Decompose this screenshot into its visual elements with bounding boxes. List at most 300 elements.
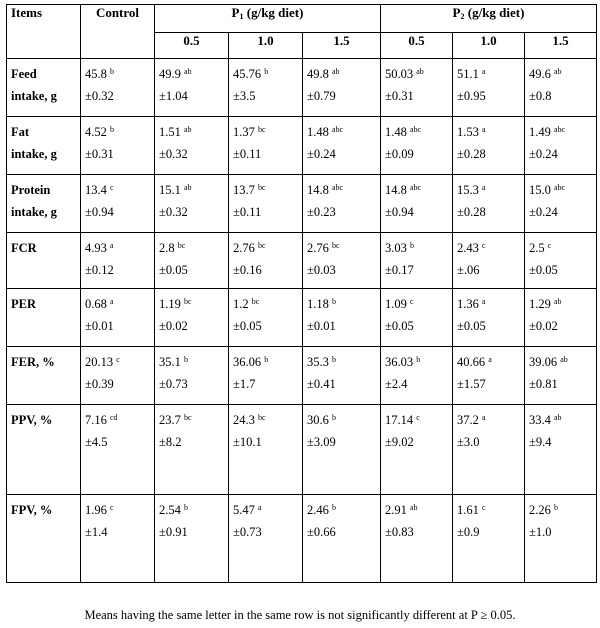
row-label-line2: intake, g — [11, 89, 57, 103]
value-cell — [229, 233, 303, 289]
cell-significance: b — [332, 355, 336, 364]
cell-significance: bc — [251, 297, 260, 306]
cell-mean: 2.5 — [529, 241, 545, 255]
cell-significance: ab — [560, 355, 568, 364]
results-table — [6, 4, 597, 583]
cell-significance: b — [332, 503, 336, 512]
cell-sd: ±1.7 — [233, 377, 256, 391]
cell-mean-line — [85, 289, 150, 319]
cell-mean: 20.13 — [85, 355, 114, 369]
value-cell — [525, 59, 597, 117]
cell-significance: bc — [332, 241, 340, 250]
value-cell — [525, 405, 597, 495]
cell-mean-line — [307, 289, 376, 319]
value-cell — [453, 175, 525, 233]
cell-mean-line — [529, 117, 592, 147]
value-cell — [303, 347, 381, 405]
header-control: Control — [81, 5, 155, 59]
cell-mean: 23.7 — [159, 413, 181, 427]
cell-mean: 4.93 — [85, 241, 107, 255]
table-row — [7, 59, 597, 117]
cell-mean-line — [385, 233, 448, 263]
row-label — [7, 495, 81, 583]
cell-mean-line — [85, 175, 150, 205]
header-p1 — [155, 5, 381, 33]
cell-sd: ±1.04 — [159, 89, 188, 103]
cell-mean-line — [85, 233, 150, 263]
cell-significance: bc — [258, 241, 266, 250]
cell-sd: ±0.8 — [529, 89, 552, 103]
cell-mean-line — [307, 495, 376, 525]
cell-mean: 14.8 — [385, 183, 407, 197]
cell-mean-line — [307, 405, 376, 435]
cell-sd: ±0.94 — [85, 205, 114, 219]
cell-mean: 14.8 — [307, 183, 329, 197]
cell-mean: 17.14 — [385, 413, 414, 427]
cell-mean-line — [159, 347, 224, 377]
cell-mean: 45.8 — [85, 67, 107, 81]
cell-significance: b — [416, 355, 421, 364]
cell-significance: ab — [184, 183, 192, 192]
cell-significance: bc — [184, 297, 192, 306]
value-cell — [381, 117, 453, 175]
cell-significance: a — [488, 355, 492, 364]
value-cell — [155, 233, 229, 289]
cell-significance: ab — [332, 67, 340, 76]
table-row — [7, 347, 597, 405]
cell-significance: b — [332, 413, 336, 422]
cell-mean-line — [457, 347, 520, 377]
cell-sd: ±10.1 — [233, 435, 262, 449]
cell-sd: ±0.02 — [159, 319, 188, 333]
cell-mean-line — [457, 289, 520, 319]
cell-sd: ±0.09 — [385, 147, 414, 161]
cell-sd: ±0.31 — [85, 147, 114, 161]
cell-mean-line — [385, 59, 448, 89]
cell-mean-line — [529, 347, 592, 377]
value-cell — [155, 347, 229, 405]
cell-mean: 1.61 — [457, 503, 479, 517]
cell-mean: 49.9 — [159, 67, 181, 81]
cell-sd: ±1.57 — [457, 377, 486, 391]
value-cell — [229, 495, 303, 583]
value-cell — [525, 347, 597, 405]
cell-mean-line — [307, 117, 376, 147]
value-cell — [525, 175, 597, 233]
cell-mean: 35.1 — [159, 355, 181, 369]
cell-mean-line — [85, 347, 150, 377]
row-label-line1: PPV, % — [11, 413, 53, 427]
value-cell — [81, 347, 155, 405]
table-row — [7, 175, 597, 233]
cell-significance: b — [110, 67, 114, 76]
cell-sd: ±0.79 — [307, 89, 336, 103]
cell-significance: ab — [554, 413, 562, 422]
cell-mean-line — [233, 59, 298, 89]
cell-significance: a — [482, 297, 486, 306]
cell-mean: 2.91 — [385, 503, 407, 517]
value-cell — [381, 495, 453, 583]
value-cell — [381, 175, 453, 233]
cell-sd: ±0.73 — [233, 525, 262, 539]
cell-mean-line — [233, 495, 298, 525]
cell-sd: ±0.32 — [159, 205, 188, 219]
cell-sd: ±0.11 — [233, 205, 262, 219]
cell-mean-line — [457, 117, 520, 147]
cell-sd: ±3.0 — [457, 435, 480, 449]
value-cell — [381, 289, 453, 347]
table-row — [7, 233, 597, 289]
cell-sd: ±9.02 — [385, 435, 414, 449]
header-dose: 1.5 — [303, 33, 381, 59]
cell-significance: b — [264, 67, 269, 76]
cell-sd: ±0.05 — [529, 263, 558, 277]
cell-significance: b — [332, 297, 336, 306]
value-cell — [381, 59, 453, 117]
cell-significance: bc — [184, 413, 192, 422]
cell-sd: ±0.01 — [307, 319, 336, 333]
cell-significance: b — [184, 355, 188, 364]
cell-mean-line — [385, 117, 448, 147]
row-label — [7, 233, 81, 289]
cell-significance: c — [116, 355, 120, 364]
cell-significance: ab — [554, 297, 562, 306]
cell-significance: a — [482, 413, 486, 422]
value-cell — [525, 289, 597, 347]
value-cell — [453, 405, 525, 495]
cell-mean-line — [457, 175, 520, 205]
cell-sd: ±0.03 — [307, 263, 336, 277]
cell-mean-line — [233, 117, 298, 147]
cell-significance: c — [110, 503, 114, 512]
cell-sd: ±0.28 — [457, 205, 486, 219]
value-cell — [453, 347, 525, 405]
cell-sd: ±0.05 — [385, 319, 414, 333]
header-dose: 0.5 — [155, 33, 229, 59]
cell-significance: bc — [258, 125, 266, 134]
cell-mean-line — [159, 495, 224, 525]
cell-mean-line — [85, 117, 150, 147]
cell-mean: 33.4 — [529, 413, 551, 427]
cell-mean: 1.2 — [233, 297, 249, 311]
value-cell — [155, 405, 229, 495]
cell-mean-line — [457, 405, 520, 435]
value-cell — [229, 117, 303, 175]
cell-significance: abc — [410, 125, 422, 134]
cell-mean: 39.06 — [529, 355, 558, 369]
value-cell — [81, 175, 155, 233]
row-label — [7, 175, 81, 233]
cell-mean-line — [529, 233, 592, 263]
cell-sd: ±0.17 — [385, 263, 414, 277]
value-cell — [303, 233, 381, 289]
cell-sd: ±0.83 — [385, 525, 414, 539]
cell-significance: bc — [258, 413, 266, 422]
value-cell — [303, 289, 381, 347]
cell-mean: 15.1 — [159, 183, 181, 197]
cell-mean: 2.43 — [457, 241, 479, 255]
cell-mean: 37.2 — [457, 413, 479, 427]
table-body — [7, 59, 597, 583]
cell-sd: ±0.24 — [529, 147, 558, 161]
cell-sd: ±0.05 — [233, 319, 262, 333]
cell-significance: abc — [410, 183, 422, 192]
value-cell — [229, 347, 303, 405]
cell-significance: c — [410, 297, 414, 306]
cell-mean: 13.4 — [85, 183, 107, 197]
cell-mean: 1.36 — [457, 297, 479, 311]
cell-significance: ab — [184, 125, 192, 134]
value-cell — [229, 59, 303, 117]
value-cell — [453, 233, 525, 289]
row-label-line1: Feed — [11, 67, 37, 81]
header-p2-suffix: (g/kg diet) — [464, 5, 525, 20]
row-label — [7, 289, 81, 347]
value-cell — [303, 495, 381, 583]
cell-sd: ±0.31 — [385, 89, 414, 103]
cell-mean: 51.1 — [457, 67, 479, 81]
cell-sd: ±0.02 — [529, 319, 558, 333]
cell-mean-line — [233, 405, 298, 435]
row-label-line1: Fat — [11, 125, 30, 139]
cell-sd: ±3.5 — [233, 89, 256, 103]
cell-mean: 2.54 — [159, 503, 181, 517]
cell-sd: ±0.81 — [529, 377, 558, 391]
row-label-line1: FER, % — [11, 355, 55, 369]
cell-sd: ±0.28 — [457, 147, 486, 161]
header-p2-sub: 2 — [460, 12, 465, 21]
cell-mean-line — [159, 59, 224, 89]
cell-mean: 1.09 — [385, 297, 407, 311]
header-dose: 1.0 — [229, 33, 303, 59]
value-cell — [381, 405, 453, 495]
cell-sd: ±0.32 — [159, 147, 188, 161]
row-label-line1: FCR — [11, 241, 37, 255]
cell-mean: 49.6 — [529, 67, 551, 81]
table-row — [7, 289, 597, 347]
header-p1-sub: 1 — [239, 12, 244, 21]
cell-sd: ±4.5 — [85, 435, 108, 449]
cell-mean-line — [529, 405, 592, 435]
cell-mean: 49.8 — [307, 67, 329, 81]
row-label-line1: FPV, % — [11, 503, 53, 517]
cell-significance: abc — [332, 125, 344, 134]
value-cell — [229, 175, 303, 233]
cell-significance: b — [410, 241, 414, 250]
row-label-line1: Protein — [11, 183, 51, 197]
cell-mean-line — [233, 175, 298, 205]
header-row-groups — [7, 5, 597, 33]
cell-significance: b — [264, 355, 269, 364]
cell-mean-line — [233, 347, 298, 377]
cell-sd: ±2.4 — [385, 377, 408, 391]
cell-sd: ±0.16 — [233, 263, 262, 277]
cell-mean-line — [385, 175, 448, 205]
cell-mean: 2.46 — [307, 503, 329, 517]
header-p1-prefix: P — [231, 5, 240, 20]
cell-sd: ±0.95 — [457, 89, 486, 103]
cell-mean: 1.48 — [307, 125, 329, 139]
cell-significance: abc — [554, 125, 566, 134]
cell-significance: abc — [332, 183, 344, 192]
cell-mean-line — [307, 347, 376, 377]
cell-mean: 4.52 — [85, 125, 107, 139]
cell-significance: c — [482, 503, 486, 512]
cell-mean: 2.8 — [159, 241, 175, 255]
cell-significance: a — [110, 241, 114, 250]
row-label — [7, 405, 81, 495]
cell-sd: ±0.23 — [307, 205, 336, 219]
cell-mean-line — [159, 233, 224, 263]
cell-significance: b — [184, 503, 188, 512]
cell-mean-line — [307, 175, 376, 205]
row-label-line2: intake, g — [11, 205, 57, 219]
cell-mean-line — [159, 405, 224, 435]
value-cell — [453, 117, 525, 175]
cell-mean-line — [159, 289, 224, 319]
cell-mean-line — [385, 347, 448, 377]
value-cell — [453, 289, 525, 347]
value-cell — [81, 117, 155, 175]
value-cell — [155, 59, 229, 117]
value-cell — [453, 59, 525, 117]
cell-significance: ab — [554, 67, 562, 76]
cell-mean: 30.6 — [307, 413, 329, 427]
cell-sd: ±1.4 — [85, 525, 108, 539]
cell-mean-line — [529, 175, 592, 205]
value-cell — [229, 405, 303, 495]
cell-mean-line — [457, 59, 520, 89]
header-dose: 0.5 — [381, 33, 453, 59]
cell-sd: ±0.73 — [159, 377, 188, 391]
cell-significance: ab — [410, 503, 418, 512]
row-label-line2: intake, g — [11, 147, 57, 161]
cell-mean-line — [385, 405, 448, 435]
cell-mean-line — [85, 495, 150, 525]
cell-mean: 7.16 — [85, 413, 107, 427]
cell-mean: 5.47 — [233, 503, 255, 517]
cell-mean: 0.68 — [85, 297, 107, 311]
value-cell — [381, 233, 453, 289]
row-label — [7, 117, 81, 175]
cell-mean-line — [159, 175, 224, 205]
cell-mean: 45.76 — [233, 67, 262, 81]
row-label — [7, 59, 81, 117]
cell-mean-line — [457, 233, 520, 263]
cell-sd: ±8.2 — [159, 435, 182, 449]
cell-mean-line — [385, 289, 448, 319]
cell-mean: 2.26 — [529, 503, 551, 517]
cell-mean-line — [457, 495, 520, 525]
cell-mean: 1.29 — [529, 297, 551, 311]
cell-mean-line — [233, 289, 298, 319]
header-p2-prefix: P — [452, 5, 461, 20]
cell-mean: 24.3 — [233, 413, 255, 427]
cell-mean-line — [307, 59, 376, 89]
value-cell — [525, 233, 597, 289]
cell-sd: ±0.24 — [307, 147, 336, 161]
cell-sd: ±0.24 — [529, 205, 558, 219]
cell-mean-line — [85, 59, 150, 89]
cell-sd: ±9.4 — [529, 435, 552, 449]
cell-sd: ±0.12 — [85, 263, 114, 277]
cell-mean: 1.51 — [159, 125, 181, 139]
cell-mean: 15.3 — [457, 183, 479, 197]
cell-mean: 2.76 — [307, 241, 329, 255]
cell-mean: 36.06 — [233, 355, 262, 369]
value-cell — [525, 117, 597, 175]
cell-significance: b — [110, 125, 114, 134]
header-dose: 1.0 — [453, 33, 525, 59]
cell-sd: ±3.09 — [307, 435, 336, 449]
cell-significance: a — [482, 183, 486, 192]
value-cell — [155, 117, 229, 175]
value-cell — [303, 117, 381, 175]
cell-sd: ±0.66 — [307, 525, 336, 539]
cell-significance: a — [110, 297, 114, 306]
value-cell — [81, 59, 155, 117]
cell-significance: b — [554, 503, 558, 512]
cell-significance: a — [258, 503, 262, 512]
value-cell — [155, 495, 229, 583]
value-cell — [525, 495, 597, 583]
cell-mean-line — [385, 495, 448, 525]
cell-mean: 13.7 — [233, 183, 255, 197]
cell-mean: 36.03 — [385, 355, 414, 369]
cell-significance: c — [547, 241, 552, 250]
cell-significance: a — [482, 125, 486, 134]
cell-mean-line — [529, 289, 592, 319]
value-cell — [81, 405, 155, 495]
cell-mean: 1.37 — [233, 125, 255, 139]
cell-significance: cd — [110, 413, 118, 422]
cell-mean: 1.19 — [159, 297, 181, 311]
cell-sd: ±0.11 — [233, 147, 262, 161]
cell-significance: a — [482, 67, 486, 76]
header-items: Items — [7, 5, 81, 59]
cell-mean-line — [529, 495, 592, 525]
row-label-line1: PER — [11, 297, 36, 311]
value-cell — [303, 405, 381, 495]
cell-mean-line — [159, 117, 224, 147]
cell-mean: 1.18 — [307, 297, 329, 311]
cell-significance: bc — [258, 183, 266, 192]
value-cell — [81, 233, 155, 289]
cell-significance: c — [482, 241, 486, 250]
cell-significance: abc — [554, 183, 566, 192]
value-cell — [381, 347, 453, 405]
header-p2 — [381, 5, 597, 33]
value-cell — [303, 175, 381, 233]
cell-sd: ±0.05 — [457, 319, 486, 333]
table-row — [7, 117, 597, 175]
value-cell — [81, 289, 155, 347]
cell-mean-line — [85, 405, 150, 435]
value-cell — [229, 289, 303, 347]
cell-sd: ±0.39 — [85, 377, 114, 391]
footnote: Means having the same letter in the same row is not significantly different at P ≥ 0.05. — [84, 608, 516, 622]
header-dose: 1.5 — [525, 33, 597, 59]
table-row — [7, 495, 597, 583]
row-label — [7, 347, 81, 405]
cell-mean: 1.49 — [529, 125, 551, 139]
value-cell — [155, 175, 229, 233]
value-cell — [453, 495, 525, 583]
cell-significance: c — [110, 183, 114, 192]
cell-mean-line — [529, 59, 592, 89]
cell-sd: ±0.41 — [307, 377, 336, 391]
value-cell — [81, 495, 155, 583]
